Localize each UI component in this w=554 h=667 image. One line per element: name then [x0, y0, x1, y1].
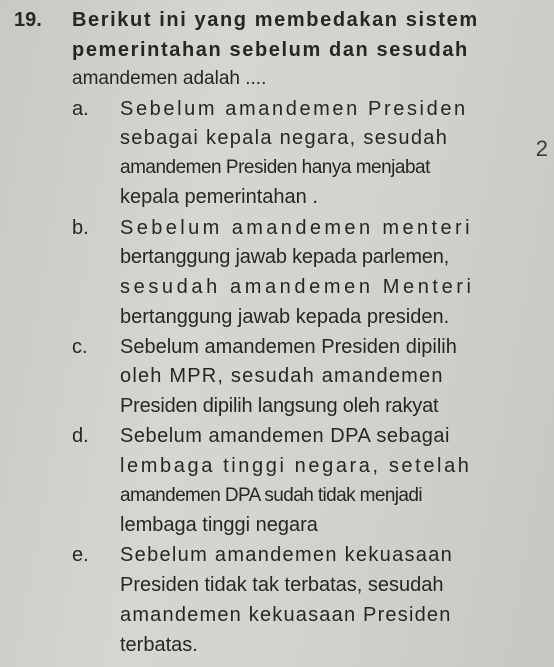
- option-e-letter: e.: [72, 544, 89, 566]
- option-d-line-4: lembaga tinggi negara: [120, 514, 318, 536]
- option-e-line-1: Sebelum amandemen kekuasaan: [120, 544, 454, 566]
- question-stem-line-1: Berikut ini yang membedakan sistem: [72, 9, 479, 31]
- option-d-line-3: amandemen DPA sudah tidak menjadi: [120, 485, 422, 506]
- option-a-line-4: kepala pemerintahan .: [120, 186, 318, 208]
- option-d-line-1: Sebelum amandemen DPA sebagai: [120, 425, 450, 447]
- option-b-line-4: bertanggung jawab kepada presiden.: [120, 306, 450, 328]
- edge-mark: 2: [535, 136, 548, 161]
- option-b-line-2: bertanggung jawab kepada parlemen,: [120, 246, 450, 268]
- question-number: 19.: [14, 9, 42, 31]
- option-b-line-1: Sebelum amandemen menteri: [120, 217, 473, 239]
- option-a-line-3: amandemen Presiden hanya menjabat: [120, 157, 430, 178]
- option-a-letter: a.: [72, 98, 89, 120]
- option-c-line-2: oleh MPR, sesudah amandemen: [120, 365, 444, 387]
- option-b-letter: b.: [72, 217, 89, 239]
- option-d-line-2: lembaga tinggi negara, setelah: [120, 455, 472, 477]
- option-d-letter: d.: [72, 425, 89, 447]
- option-c-letter: c.: [72, 336, 88, 358]
- option-e-line-2: Presiden tidak tak terbatas, sesudah: [120, 574, 444, 596]
- option-e-line-3: amandemen kekuasaan Presiden: [120, 604, 452, 626]
- question-stem-line-3: amandemen adalah ....: [72, 68, 267, 89]
- option-a-line-1: Sebelum amandemen Presiden: [120, 98, 468, 120]
- option-b-line-3: sesudah amandemen Menteri: [120, 276, 475, 298]
- option-e-line-4: terbatas.: [120, 634, 198, 656]
- option-a-line-2: sebagai kepala negara, sesudah: [120, 127, 449, 149]
- question-stem-line-2: pemerintahan sebelum dan sesudah: [72, 39, 469, 61]
- option-c-line-3: Presiden dipilih langsung oleh rakyat: [120, 395, 439, 417]
- option-c-line-1: Sebelum amandemen Presiden dipilih: [120, 336, 457, 358]
